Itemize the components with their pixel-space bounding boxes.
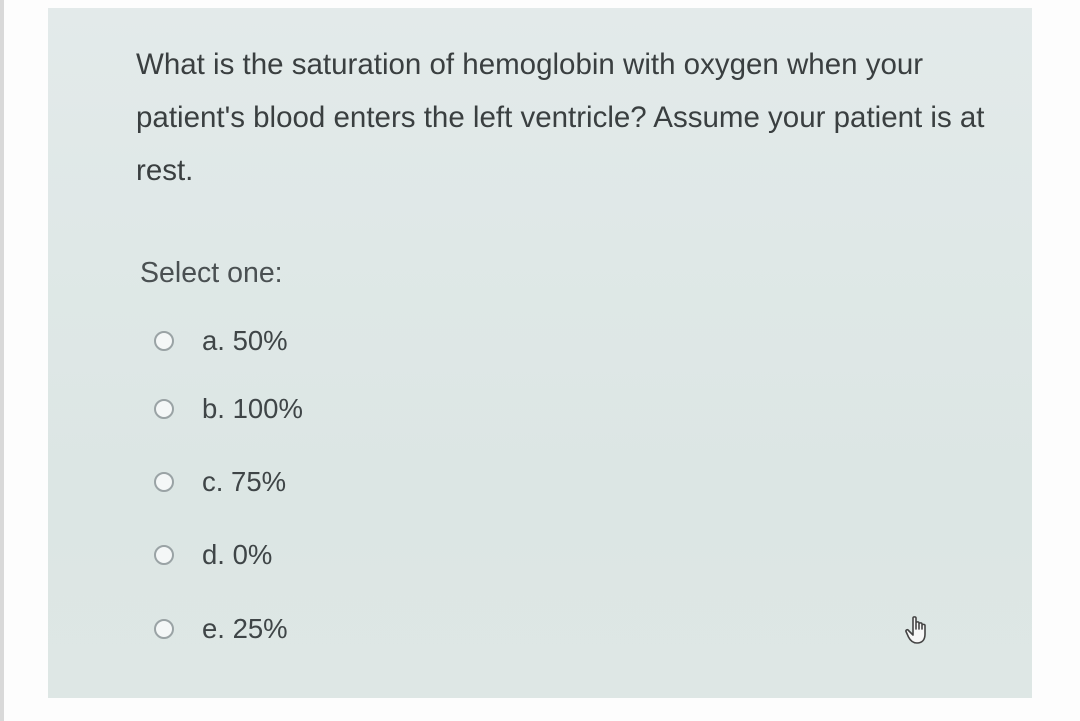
option-b[interactable] (154, 389, 303, 429)
option-label-d: d. 0% (202, 539, 273, 570)
hand-pointer-icon (904, 614, 938, 648)
option-label-e: e. 25% (202, 613, 288, 644)
radio-button-a[interactable] (154, 331, 174, 351)
option-d[interactable] (154, 535, 272, 575)
option-c[interactable] (154, 462, 286, 502)
frame-edge (0, 0, 4, 721)
quiz-question-panel (48, 8, 1032, 698)
radio-button-c[interactable] (154, 472, 174, 492)
option-a[interactable] (154, 321, 288, 361)
option-e[interactable] (154, 609, 288, 649)
radio-button-d[interactable] (154, 545, 174, 565)
option-label-a: a. 50% (202, 325, 288, 356)
radio-button-e[interactable] (154, 619, 174, 639)
radio-button-b[interactable] (154, 399, 174, 419)
option-label-c: c. 75% (202, 466, 287, 497)
select-one-label: Select one: (140, 257, 283, 289)
option-label-b: b. 100% (202, 393, 303, 424)
question-text: What is the saturation of hemoglobin with oxygen when your patient's blood enters the left ventricle? Assume your patient is at rest. (136, 48, 985, 187)
